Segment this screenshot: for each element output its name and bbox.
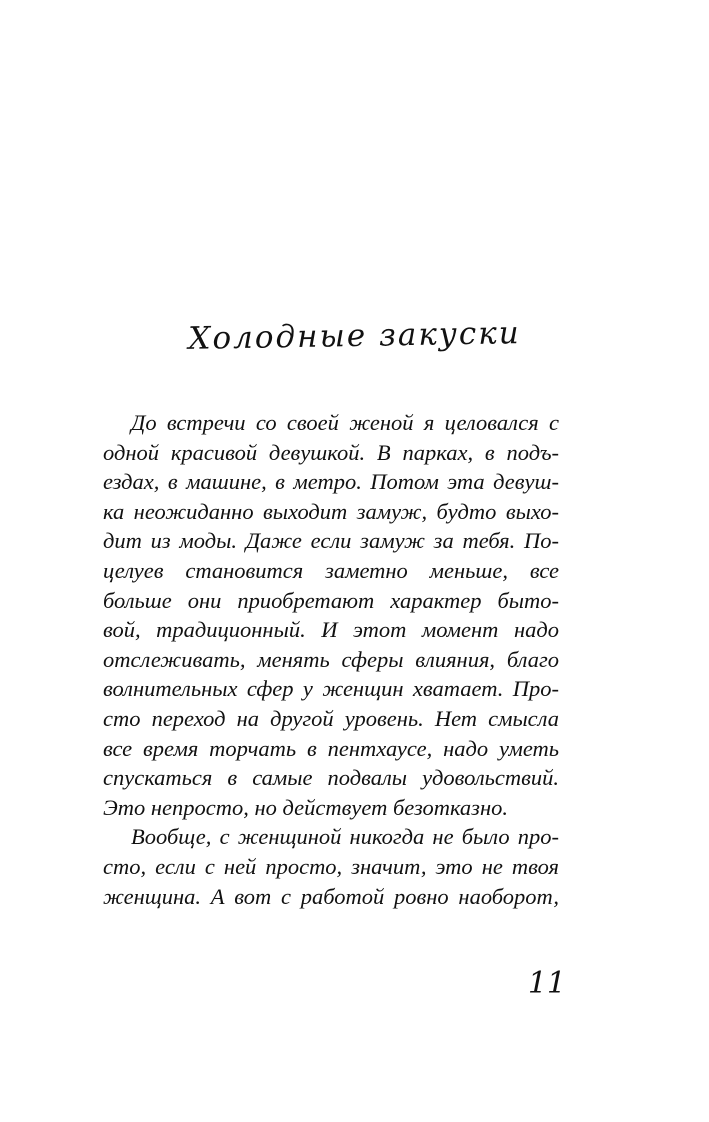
text-line: сто, если с ней просто, значит, это не твоя	[103, 853, 559, 879]
text-line: больше они приобретают характер быто-	[103, 587, 559, 613]
text-line: До встречи со своей женой я целовался с	[131, 410, 559, 435]
body-text	[103, 408, 559, 911]
paragraph-1	[103, 408, 559, 822]
text-line: отслеживать, менять сферы влияния, благо	[103, 646, 559, 672]
text-line: сто переход на другой уровень. Нет смысла	[103, 705, 559, 731]
chapter-title: Холодные закуски	[188, 315, 521, 357]
text-line: Это непросто, но действует безотказно.	[103, 794, 508, 820]
text-line: спускаться в самые подвалы удовольствий.	[103, 765, 559, 791]
text-line: целуев становится заметно меньше, все	[103, 557, 559, 583]
text-line: волнительных сфер у женщин хватает. Про-	[103, 676, 559, 702]
text-line: ка неожиданно выходит замуж, будто выхо-	[103, 498, 559, 524]
text-line: вой, традиционный. И этот момент надо	[103, 617, 559, 643]
text-line: ездах, в машине, в метро. Потом эта девуш-	[103, 469, 559, 495]
text-line: дит из моды. Даже если замуж за тебя. По-	[103, 528, 559, 554]
text-line: Вообще, с женщиной никогда не было про-	[131, 824, 559, 850]
page-number: 11	[527, 966, 566, 1001]
text-line: женщина. А вот с работой ровно наоборот,	[103, 883, 559, 909]
text-line: все время торчать в пентхаусе, надо уметь	[103, 735, 559, 761]
paragraph-2	[103, 822, 559, 911]
text-line: одной красивой девушкой. В парках, в подъ-	[103, 439, 559, 465]
